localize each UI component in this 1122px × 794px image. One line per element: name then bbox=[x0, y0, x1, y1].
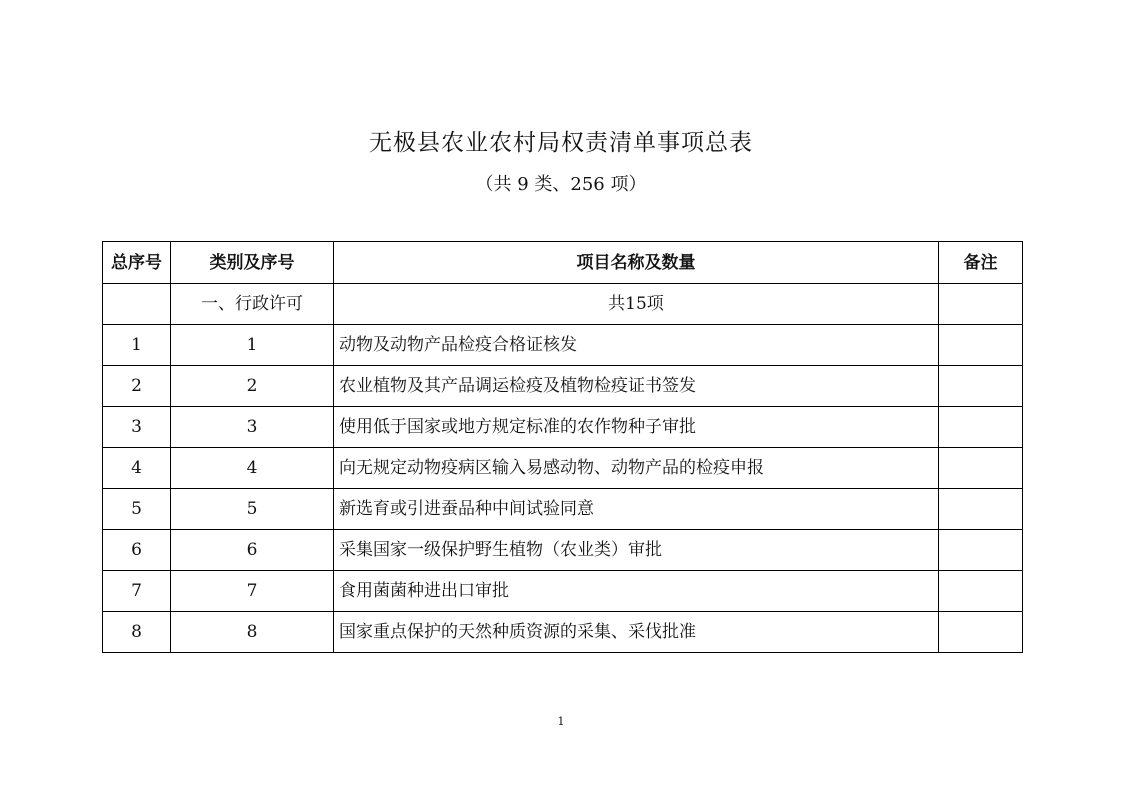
note-cell bbox=[939, 325, 1023, 366]
category-no-cell: 8 bbox=[171, 612, 334, 653]
category-name-cell: 一、行政许可 bbox=[171, 284, 334, 325]
table-row bbox=[103, 448, 1023, 489]
category-total-no-cell bbox=[103, 284, 171, 325]
category-no-cell: 7 bbox=[171, 571, 334, 612]
note-cell bbox=[939, 530, 1023, 571]
total-no-cell: 5 bbox=[103, 489, 171, 530]
total-no-cell: 8 bbox=[103, 612, 171, 653]
table-row bbox=[103, 571, 1023, 612]
document-title: 无极县农业农村局权责清单事项总表 bbox=[369, 130, 753, 156]
item-name-cell: 向无规定动物疫病区输入易感动物、动物产品的检疫申报 bbox=[334, 448, 939, 489]
item-name-cell: 国家重点保护的天然种质资源的采集、采伐批准 bbox=[334, 612, 939, 653]
table-header-row bbox=[103, 242, 1023, 284]
category-no-cell: 2 bbox=[171, 366, 334, 407]
table-row bbox=[103, 612, 1023, 653]
total-no-cell: 6 bbox=[103, 530, 171, 571]
page-number: 1 bbox=[557, 715, 565, 728]
total-no-cell: 3 bbox=[103, 407, 171, 448]
note-cell bbox=[939, 366, 1023, 407]
note-cell bbox=[939, 612, 1023, 653]
category-no-cell: 3 bbox=[171, 407, 334, 448]
note-cell bbox=[939, 407, 1023, 448]
category-no-cell: 1 bbox=[171, 325, 334, 366]
item-name-cell: 使用低于国家或地方规定标准的农作物种子审批 bbox=[334, 407, 939, 448]
table-body bbox=[103, 284, 1023, 653]
note-cell bbox=[939, 571, 1023, 612]
responsibility-list-table bbox=[102, 241, 1023, 653]
total-no-cell: 7 bbox=[103, 571, 171, 612]
header-category-no: 类别及序号 bbox=[171, 242, 334, 284]
category-row bbox=[103, 284, 1023, 325]
header-item-name: 项目名称及数量 bbox=[334, 242, 939, 284]
category-no-cell: 4 bbox=[171, 448, 334, 489]
item-name-cell: 新选育或引进蚕品种中间试验同意 bbox=[334, 489, 939, 530]
item-name-cell: 农业植物及其产品调运检疫及植物检疫证书签发 bbox=[334, 366, 939, 407]
table-row bbox=[103, 530, 1023, 571]
header-total-no: 总序号 bbox=[103, 242, 171, 284]
item-name-cell: 食用菌菌种进出口审批 bbox=[334, 571, 939, 612]
table-row bbox=[103, 489, 1023, 530]
category-note-cell bbox=[939, 284, 1023, 325]
total-no-cell: 4 bbox=[103, 448, 171, 489]
category-no-cell: 5 bbox=[171, 489, 334, 530]
item-name-cell: 动物及动物产品检疫合格证核发 bbox=[334, 325, 939, 366]
table-row bbox=[103, 366, 1023, 407]
category-count-cell: 共15项 bbox=[334, 284, 939, 325]
category-no-cell: 6 bbox=[171, 530, 334, 571]
table-row bbox=[103, 325, 1023, 366]
header-note: 备注 bbox=[939, 242, 1023, 284]
document-subtitle: （共 9 类、256 项） bbox=[475, 174, 647, 195]
total-no-cell: 2 bbox=[103, 366, 171, 407]
total-no-cell: 1 bbox=[103, 325, 171, 366]
item-name-cell: 采集国家一级保护野生植物（农业类）审批 bbox=[334, 530, 939, 571]
table-row bbox=[103, 407, 1023, 448]
note-cell bbox=[939, 489, 1023, 530]
note-cell bbox=[939, 448, 1023, 489]
